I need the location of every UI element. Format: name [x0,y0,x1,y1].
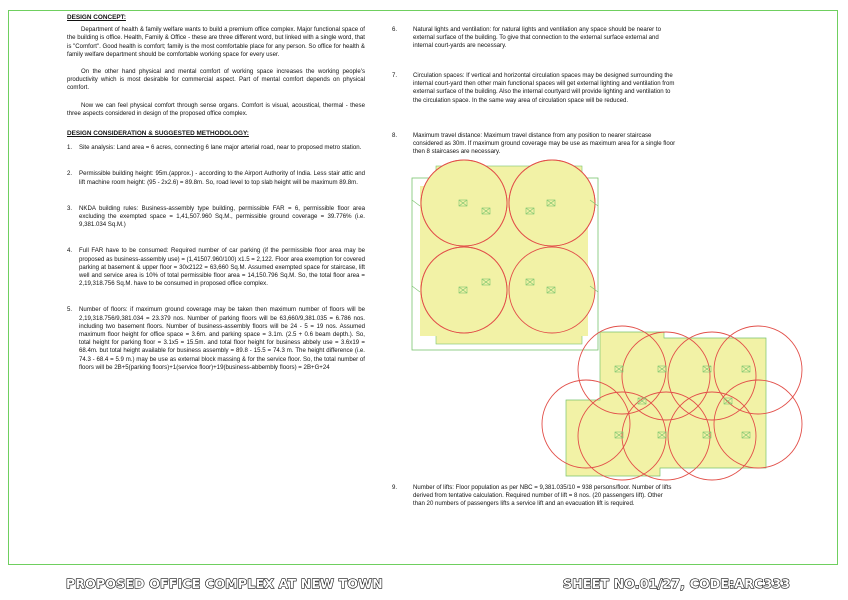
floor-area [566,332,766,476]
concept-paragraph: Department of health & family welfare wants to build a premium office complex. Major functional space of the building is office. Health, Family & Office - these are three different word, but linked with a single word, that is "Comfort". Good health is comfort; family is the most comfortable place for any person. So office for health & family welfare department should be comfortable working space for every user. [67,26,365,58]
concept-paragraph: Now we can feel physical comfort through sense organs. Comfort is visual, acoustical, thermal - these three aspects considered in design of the proposed office complex. [67,101,365,117]
item-number: 7. [392,72,398,79]
item-text: Permissible building height: 95m.(approx.) - according to the Airport Authority of India. Less stair attic and lift machine room height: (95 - 2x2.6) = 89.8m. So, road level to top slab height will be maximum 89.8m. [79,170,365,186]
item-number: 6. [392,26,398,33]
item-number: 1. [67,144,73,152]
methodology-heading: DESIGN CONSIDERATION & SUGGESTED METHODOLOGY: [67,130,249,138]
item-text: Maximum travel distance: Maximum travel distance from any position to nearer staircase considered as 30m. If maximum ground coverage may be use as maximum area for a single floor then 8 staircases are necessary. [413,132,676,156]
design-concept-heading: DESIGN CONCEPT: [67,14,126,21]
item-text: Number of floors: if maximum ground coverage may be taken then maximum number of floors will be 2,19,318.756/9,381.034 = 23.379 nos. Number of parking floors will be 63,660/9,381.035 = 6.786 nos. including two basement floors. Number of business-assembly floors will be 24 - 5 = 19 nos. Assumed maximum floor height for office space = 3.6m. and parking space = 3.1m. (2.5 + 0.6 beam depth.). So, total height for parking floor = 3.1x5 = 15.5m. and total floor height for business abbely use = 3.6x19 = 68.4m. but total height available for business assembly = 89.8 - 15.5 = 74.3 m. The height difference (i.e. 74.3 - 68.4 = 5.9 m.) may be use as external block massing & for the service floor. So, the total number of floors will be 2B+5(parking floors)+1(service floor)+19(business-abbembly floors) = 2B+G+24 [79,306,365,371]
footer-project-title: PROPOSED OFFICE COMPLEX AT NEW TOWN [66,576,383,591]
item-text: Number of lifts: Floor population as per NBC = 9,381.035/10 = 938 persons/floor. Number of lifts derived from tentative calculation. Required number of lift = 8 nos. (20 passengers lift). Other than 20 numbers of passengers lifts a service lift and an evacuation lift is required. [413,484,672,508]
item-text: NKDA building rules: Business-assembly type building, permissible FAR = 6, permissible floor area excluding the exempted space = 1,41,507.960 Sq.M., permissible ground coverage = 39.776% (i.e. 9,381.034 Sq.M.) [79,204,365,229]
item-number: 3. [67,204,73,212]
item-number: 8. [392,132,398,139]
item-number: 2. [67,170,73,178]
item-number: 9. [392,484,398,491]
item-text: Site analysis: Land area = 6 acres, connecting 6 lane major arterial road, near to proposed metro station. [79,144,362,152]
concept-paragraph: On the other hand physical and mental comfort of working space increases the working people's productivity which is most desirable for commercial aspect. Part of mental comfort depends on physical comfort. [67,68,365,92]
footer-sheet-code: SHEET NO.01/27, CODE:ARC333 [563,576,791,591]
item-text: Natural lights and ventilation: for natural lights and ventilation any space should be nearer to external surface of the building. To give that connection to the external surface external and internal court-yards are necessary. [413,26,661,50]
large-plan-diagram [542,326,802,480]
coverage-circle [509,247,595,333]
item-number: 5. [67,306,73,314]
square-plan-diagram [412,160,598,350]
item-text: Circulation spaces: If vertical and horizontal circulation spaces may be designed surrounding the internal court-yard then other main functional spaces will get external lighting and ventilation from external surface of the building. Also the internal courtyard will provide lighting and ventilation to the circulation space. In the same way area of circulation space will be reduced. [413,72,675,104]
item-number: 4. [67,247,73,255]
item-text: Full FAR have to be consumed: Required number of car parking (if the permissible floor area may be proposed as business-assembly use) = (1,41507.960/100) x1.5 = 2,122. Floor area exemption for covered parking at basement & upper floor = 30x2122 = 63,660 Sq.M. Assumed exempted space for staircase, lift well and service area is 10% of total permissible floor area = 14,150.796 Sq.M. So, the total floor area = 2,19,318.756 Sq.M. have to be consumed in proposed office complex. [79,247,365,288]
